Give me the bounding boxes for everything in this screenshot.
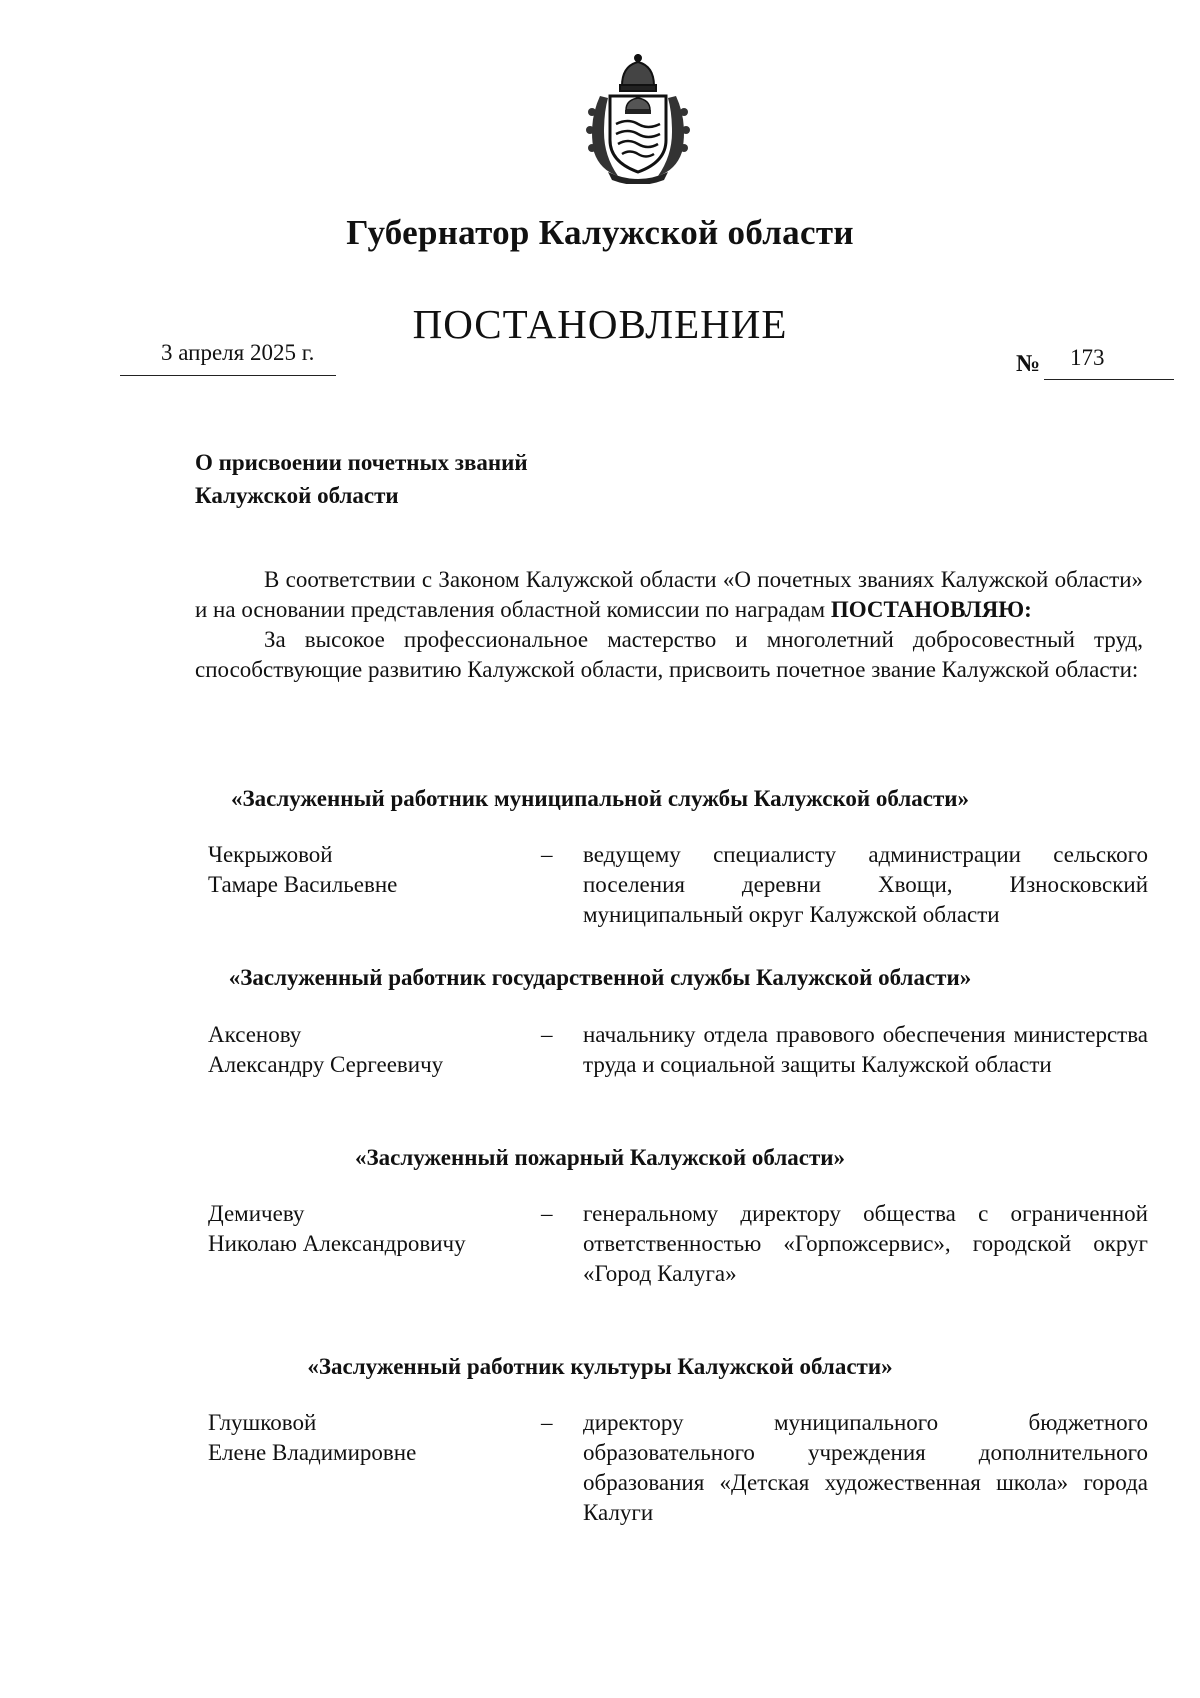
awardee-name (208, 840, 528, 900)
awardee-position: ведущему специалисту администрации сельского поселения деревни Хвощи, Износковский муниципальный округ Калужской области (583, 842, 1148, 927)
awardee-surname: Демичеву (208, 1201, 305, 1226)
preamble-paragraph-2: За высокое профессиональное мастерство и многолетний добросовестный труд, способствующие развитию Калужской области, присвоить почетное звание Калужской области: (195, 627, 1143, 682)
awardee-given-names: Николаю Александровичу (208, 1231, 466, 1256)
resolution-keyword: ПОСТАНОВЛЯЮ: (830, 597, 1032, 622)
dash-separator: – (541, 1201, 553, 1226)
document-type-heading: ПОСТАНОВЛЕНИЕ (412, 301, 788, 347)
awardee-given-names: Александру Сергеевичу (208, 1052, 444, 1077)
document-number: 173 (1070, 345, 1105, 370)
awardee-position: генеральному директору общества с ограниченной ответственностью «Горпожсервис», городской округ «Город Калуга» (583, 1201, 1148, 1286)
awardee-position: начальнику отдела правового обеспечения министерства труда и социальной защиты Калужской области (583, 1022, 1148, 1077)
coat-of-arms-icon (578, 52, 698, 184)
award-section (0, 963, 1200, 993)
dash-separator: – (541, 1022, 553, 1047)
dash-separator: – (541, 1410, 553, 1435)
number-sign: № (1016, 351, 1041, 377)
date-underline (120, 375, 336, 376)
awardee-surname: Аксенову (208, 1022, 302, 1047)
subject-line-2: Калужской области (195, 483, 399, 508)
award-title: «Заслуженный пожарный Калужской области» (354, 1145, 846, 1170)
awardee-surname: Чекрыжовой (208, 842, 333, 867)
awardee-position: директору муниципального бюджетного образовательного учреждения дополнительного образования «Детская художественная школа» города Калуги (583, 1410, 1148, 1525)
awardee-surname: Глушковой (208, 1410, 317, 1435)
document-date: 3 апреля 2025 г. (161, 340, 315, 365)
awardee-name (208, 1408, 528, 1468)
awardee-name (208, 1199, 528, 1259)
awardee-given-names: Елене Владимировне (208, 1440, 417, 1465)
issuing-authority: Губернатор Калужской области (346, 213, 854, 252)
document-subject (195, 446, 528, 512)
preamble-paragraph-1-text: В соответствии с Законом Калужской области «О почетных званиях Калужской области» и на основании представления областной комиссии по наградам (195, 567, 1143, 622)
award-title: «Заслуженный работник муниципальной службы Калужской области» (230, 786, 969, 811)
number-underline (1044, 379, 1174, 380)
awardee-name (208, 1020, 528, 1080)
award-section (0, 784, 1200, 814)
preamble-paragraph-1 (195, 565, 1143, 625)
preamble (195, 565, 1143, 685)
award-title: «Заслуженный работник культуры Калужской области» (307, 1354, 893, 1379)
awardee-given-names: Тамаре Васильевне (208, 872, 398, 897)
award-section (0, 1352, 1200, 1382)
award-title: «Заслуженный работник государственной службы Калужской области» (228, 965, 972, 990)
subject-line-1: О присвоении почетных званий (195, 450, 528, 475)
dash-separator: – (541, 842, 553, 867)
award-section (0, 1143, 1200, 1173)
